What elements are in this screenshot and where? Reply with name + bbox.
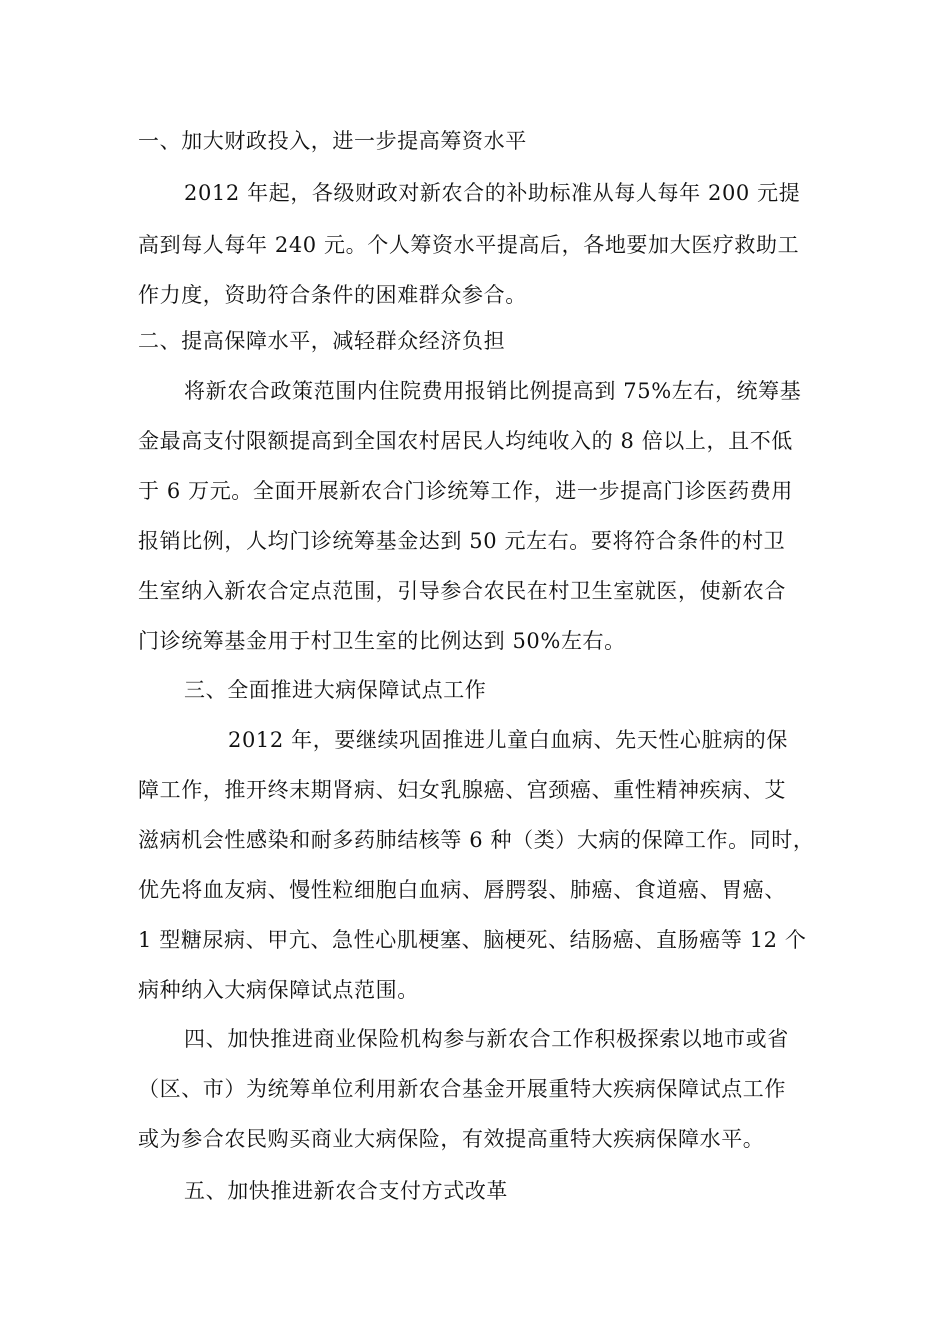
paragraph-3-line-3: 滋病机会性感染和耐多药肺结核等 6 种（类）大病的保障工作。同时， bbox=[138, 828, 815, 852]
paragraph-1-line-2: 高到每人每年 240 元。个人筹资水平提高后，各地要加大医疗救助工 bbox=[138, 233, 800, 257]
paragraph-2-line-4: 报销比例，人均门诊统筹基金达到 50 元左右。要将符合条件的村卫 bbox=[138, 529, 786, 553]
section-heading-1: 一、加大财政投入，进一步提高筹资水平 bbox=[138, 129, 527, 153]
section-heading-5: 五、加快推进新农合支付方式改革 bbox=[184, 1179, 508, 1203]
paragraph-2-line-3: 于 6 万元。全面开展新农合门诊统筹工作，进一步提高门诊医药费用 bbox=[138, 479, 793, 503]
paragraph-4-line-1: 四、加快推进商业保险机构参与新农合工作积极探索以地市或省 bbox=[184, 1027, 789, 1051]
paragraph-1-line-3: 作力度，资助符合条件的困难群众参合。 bbox=[138, 283, 527, 307]
paragraph-2-line-5: 生室纳入新农合定点范围，引导参合农民在村卫生室就医，使新农合 bbox=[138, 579, 786, 603]
paragraph-3-line-5: 1 型糖尿病、甲亢、急性心肌梗塞、脑梗死、结肠癌、直肠癌等 12 个 bbox=[138, 928, 807, 952]
paragraph-3-line-6: 病种纳入大病保障试点范围。 bbox=[138, 978, 419, 1002]
section-heading-3: 三、全面推进大病保障试点工作 bbox=[184, 678, 487, 702]
paragraph-3-line-4: 优先将血友病、慢性粒细胞白血病、唇腭裂、肺癌、食道癌、胃癌、 bbox=[138, 878, 786, 902]
paragraph-4-line-3: 或为参合农民购买商业大病保险，有效提高重特大疾病保障水平。 bbox=[138, 1127, 765, 1151]
section-heading-2: 二、提高保障水平，减轻群众经济负担 bbox=[138, 329, 506, 353]
paragraph-3-line-2: 障工作，推开终末期肾病、妇女乳腺癌、宫颈癌、重性精神疾病、艾 bbox=[138, 778, 786, 802]
paragraph-2-line-1: 将新农合政策范围内住院费用报销比例提高到 75%左右，统筹基 bbox=[184, 379, 802, 403]
paragraph-2-line-6: 门诊统筹基金用于村卫生室的比例达到 50%左右。 bbox=[138, 629, 626, 653]
paragraph-3-line-1: 2012 年，要继续巩固推进儿童白血病、先天性心脏病的保 bbox=[228, 728, 788, 752]
paragraph-4-line-2: （区、市）为统筹单位利用新农合基金开展重特大疾病保障试点工作 bbox=[138, 1077, 786, 1101]
paragraph-1-line-1: 2012 年起，各级财政对新农合的补助标准从每人每年 200 元提 bbox=[184, 181, 801, 205]
paragraph-2-line-2: 金最高支付限额提高到全国农村居民人均纯收入的 8 倍以上，且不低 bbox=[138, 429, 793, 453]
